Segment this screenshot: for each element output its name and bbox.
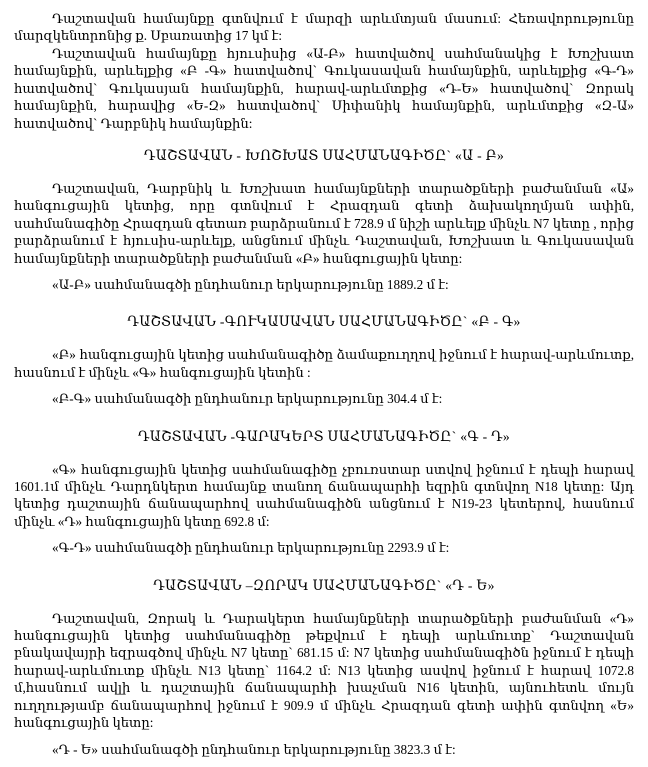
paragraph-g-d-length: «Գ-Դ» սահմանագծի ընդհանուր երկարությունը 2293.9 մ է: (52, 540, 450, 556)
spacer (14, 132, 634, 147)
spacer (14, 595, 634, 610)
paragraph-a-b-length: «Ա-Բ» սահմանագծի ընդհանուր երկարությունը 1889.2 մ է: (52, 277, 449, 292)
paragraph-d-e-body: Դաշտավան, Զորակ և Դարակերտ համայնքների տարածքների բաժանման «Դ» հանգուցային կետից սահմանագիծը թեքվում է դեպի արևմուտք` Դաշտավան բնակավայրի եզրագծով մինչև N7 կետը` 681.15 մ: N7 կետից սահմանագիծն իջնում է դեպի հարավ-արևմուտք մինչև N13 կետը` 1164.2 մ: N13 կետից ասվով իջնում է հարավ 1072.8 մ,հասնում ավլի և դաշտային ճանապարհի խաչման N16 կետին, այնուհետև մույն ուղղությամբ ճանապարհով իջնում է 909.9 մ մինչև Հրազդան գետի ափին գտնվող «Ե» հանգուցային կետը: (14, 610, 634, 731)
paragraph-b-g-body: «Բ» հանգուցային կետից սահմանագիծը ձամաքուղղով իջնում է հարավ-արևմուտք, հասնում է մինչև «Գ» հանգուցային կետին : (14, 347, 634, 380)
spacer (14, 408, 634, 428)
spacer (14, 165, 634, 180)
section-heading-b-g: ԴԱՇՏԱՎԱՆ -ԳՈՒԿԱՍԱՎԱՆ ՍԱՀՄԱՆԱԳԻԾԸ` «Բ - Գ» (127, 314, 521, 330)
spacer (14, 732, 634, 741)
paragraph-b-g-length: «Բ-Գ» սահմանագծի ընդհանուր երկարությունը 304.4 մ է: (52, 391, 443, 407)
section-heading-d-e: ԴԱՇՏԱՎԱՆ –ԶՈՐԱԿ ՍԱՀՄԱՆԱԳԻԾԸ` «Դ - Ե» (153, 577, 495, 593)
paragraph-intro-2: Դաշտավան համայնքը հյուսիսից «Ա-Բ» հատվածով սահմանակից է Խոշխատ համայնքին, արևելքից «Բ -Գ» հատվածով` Գուկասավան համայնքին, արևելքից «Գ-Դ» հատվածով` Գուկասյան համայնքին, հարավ-արևմտքից «Դ-Ե» հատվածով` Զորակ համայնքին, հարավից «Ե-Զ» հատվածով` Սիփանիկ համայնքին, արևմտքից «Զ-Ա» հատվածով` Դարբնիկ համայնքին: (14, 45, 634, 131)
paragraph-g-d-body: «Գ» հանգուցային կետից սահմանագիծը չբուռստար ստվով իջնում է դեպի հարավ 1601.1մ մինչև Դարդնկերտ համայնք տանող ճանապարհի եզրին գտնվող N18 կետը: Այդ կետից դաշտային ճանապարհով սահմանագիծն անցնում է N19-23 կետերով, հասնում մինչև «Դ» հանգուցային կետը 692.8 մ: (14, 461, 634, 529)
spacer (14, 331, 634, 346)
spacer (14, 293, 634, 313)
paragraph-intro-1: Դաշտավան համայնքը գտնվում է մարզի արևմտյան մասում: Հեռավորությունը մարզկենտրոնից ք. Սբառատից 17 կմ է: (14, 11, 634, 44)
section-heading-g-d: ԴԱՇՏԱՎԱՆ -ԳԱՐԱԿԵՐՏ ՍԱՀՄԱՆԱԳԻԾԸ` «Գ - Դ» (137, 428, 511, 444)
section-heading-a-b: ԴԱՇՏԱՎԱՆ - ԽՈՇԽԱՏ ՍԱՀՄԱՆԱԳԻԾԸ` «Ա - Բ» (143, 147, 505, 163)
spacer (14, 446, 634, 461)
paragraph-a-b-body: Դաշտավան, Դարբնիկ և Խոշխատ համայնքների տարածքների բաժանման «Ա» հանգուցային կետից, որը գտնվում է Հրազդան գետի ձախակողմյան ափին, սահմանագիծը Հրազդան գետառ բարձրանում է 728.9 մ նիշի արևելք մինչև N7 կետը , որից բարձրանում է հյուսիս-արևելք, անցնում մինչև Դաշտավան, Խոշխատ և Գուկասավան համայնքների տարածքների բաժանման «Բ» հանգուցային կետը: (14, 180, 634, 266)
spacer (14, 530, 634, 539)
spacer (14, 267, 634, 276)
spacer (14, 381, 634, 390)
paragraph-d-e-length: «Դ - Ե» սահմանագծի ընդհանուր երկարությունը 3823.3 մ է: (52, 741, 456, 757)
spacer (14, 557, 634, 577)
